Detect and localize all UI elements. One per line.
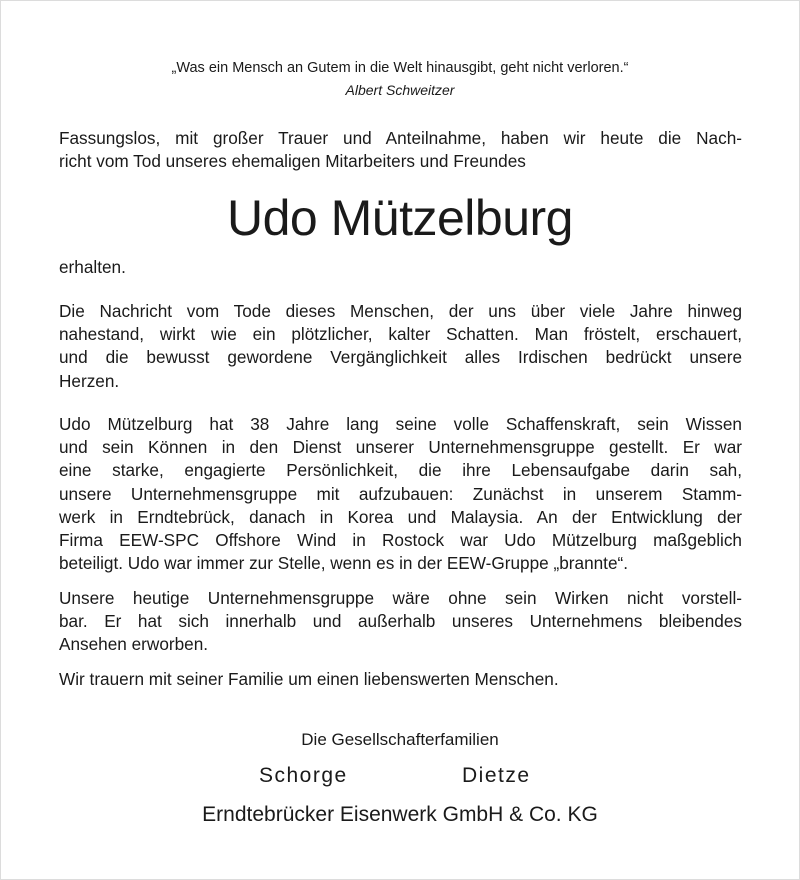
paragraph-line: Firma EEW-SPC Offshore Wind in Rostock war Udo Mützelburg maßgeblich [59,530,742,551]
intro-line: richt vom Tod unseres ehemaligen Mitarbeiters und Freundes [59,151,526,172]
paragraph-line: Wir trauern mit seiner Familie um einen liebenswerten Menschen. [59,669,559,689]
signature-intro: Die Gesellschafterfamilien [301,730,499,749]
received-line: erhalten. [59,257,126,277]
company-name: Erndtebrücker Eisenwerk GmbH & Co. KG [202,803,598,826]
paragraph-line: Ansehen erworben. [59,634,209,655]
intro-paragraph [59,127,742,173]
quote-text: „Was ein Mensch an Gutem in die Welt hinausgibt, geht nicht verloren.“ [171,60,629,76]
paragraph-line: und sein Können in den Dienst unserer Unternehmensgruppe gestellt. Er war [59,437,742,458]
paragraph-3 [59,587,742,657]
paragraph-line: beteiligt. Udo war immer zur Stelle, wenn es in der EEW-Gruppe „brannte“. [59,553,629,574]
received-text [59,256,742,279]
paragraph-line: bar. Er hat sich innerhalb und außerhalb unseres Unternehmens bleibendes [59,611,742,632]
paragraph-line: nahestand, wirkt wie ein plötzlicher, kalter Schatten. Man fröstelt, erschauert, [59,324,742,345]
paragraph-2 [59,413,742,575]
paragraph-line: werk in Erndtebrück, danach in Korea und Malaysia. An der Entwicklung der [59,506,742,527]
paragraph-line: Unsere heutige Unternehmensgruppe wäre ohne sein Wirken nicht vorstell- [59,588,742,608]
paragraph-line: Udo Mützelburg hat 38 Jahre lang seine volle Schaffenskraft, sein Wissen [59,414,742,434]
paragraph-line: und die bewusst gewordene Vergänglichkeit alles Irdischen bedrückt unsere [59,347,742,368]
paragraph-line: unsere Unternehmensgruppe mit aufzubauen: Zunächst in unserem Stamm- [59,483,742,504]
paragraph-line: Die Nachricht vom Tode dieses Menschen, der uns über viele Jahre hinweg [59,301,742,321]
family-name-dietze: Dietze [462,764,531,787]
family-name-schorge: Schorge [259,764,348,787]
intro-line: Fassungslos, mit großer Trauer und Anteilnahme, haben wir heute die Nach- [59,128,742,148]
paragraph-4 [59,668,742,691]
quote-author: Albert Schweitzer [345,82,455,98]
paragraph-line: Herzen. [59,370,120,391]
paragraph-line: eine starke, engagierte Persönlichkeit, die ihre Lebensaufgabe darin sah, [59,460,742,481]
deceased-name: Udo Mützelburg [227,190,573,246]
paragraph-1 [59,300,742,393]
